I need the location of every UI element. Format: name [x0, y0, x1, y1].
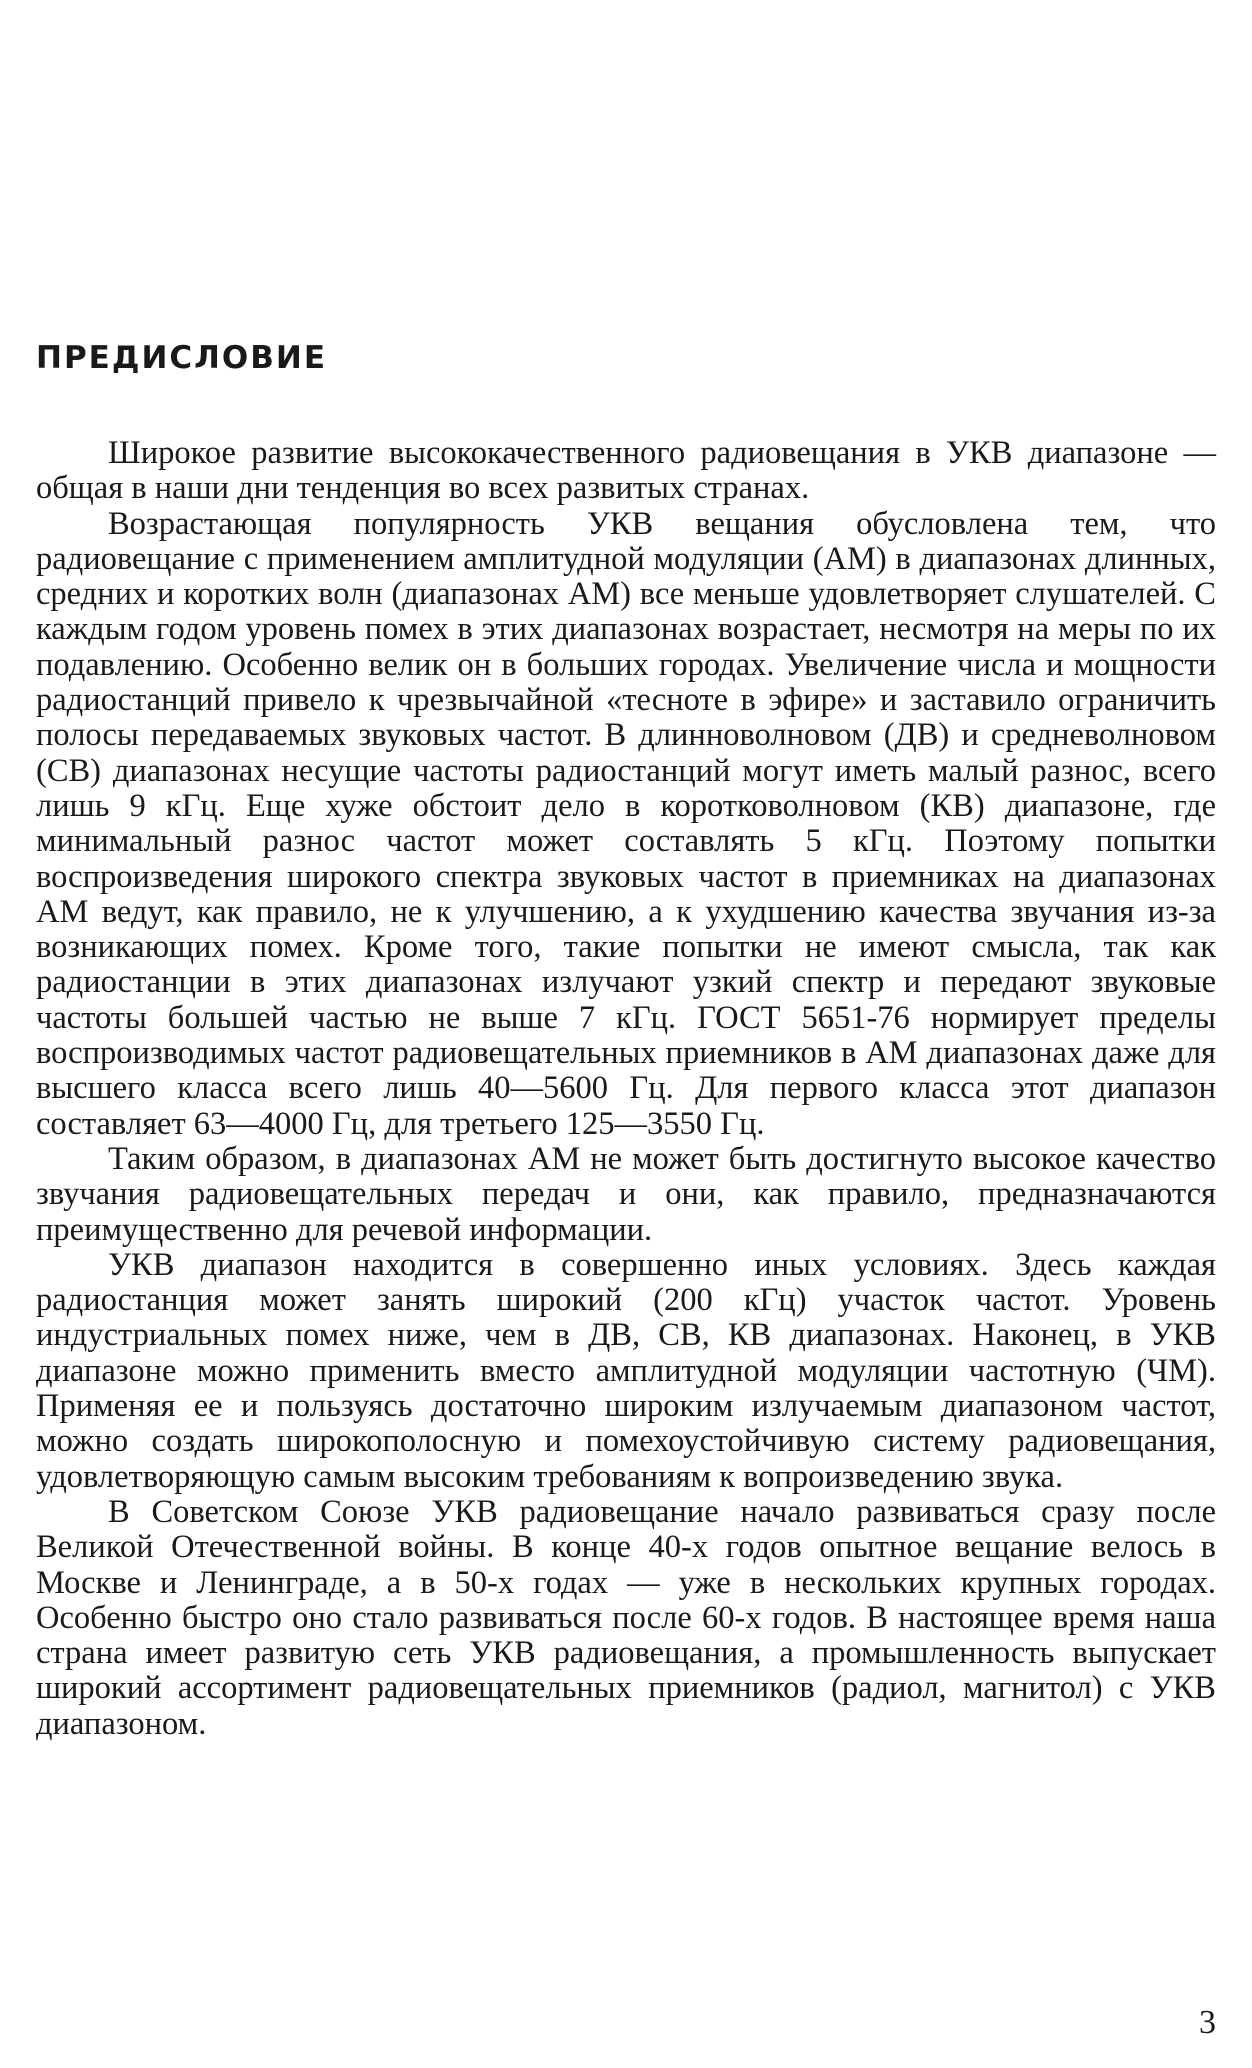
- page-number: 3: [1199, 2004, 1216, 2041]
- paragraph-2: Возрастающая популярность УКВ вещания обусловлена тем, что радиовещание с применением амплитудной модуляции (АМ) в диапазонах длинных, средних и коротких волн (диапазонах АМ) все меньше удовлетворяет слушателей. С каждым годом уровень помех в этих диапазонах возрастает, несмотря на меры по их подавлению. Особенно велик он в больших городах. Увеличение числа и мощности радиостанций привело к чрезвычайной «тесноте в эфире» и заставило ограничить полосы передаваемых звуковых частот. В длинноволновом (ДВ) и средневолновом (СВ) диапазонах несущие частоты радиостанций могут иметь малый разнос, всего лишь 9 кГц. Еще хуже обстоит дело в коротковолновом (КВ) диапазоне, где минимальный разнос частот может составлять 5 кГц. Поэтому попытки воспроизведения широкого спектра звуковых частот в приемниках на диапазонах АМ ведут, как правило, не к улучшению, а к ухудшению качества звучания из-за возникающих помех. Кроме того, такие попытки не имеют смысла, так как радиостанции в этих диапазонах излучают узкий спектр и передают звуковые частоты большей частью не выше 7 кГц. ГОСТ 5651-76 нормирует пределы воспроизводимых частот радиовещательных приемников в АМ диапазонах даже для высшего класса всего лишь 40—5600 Гц. Для первого класса этот диапазон составляет 63—4000 Гц, для третьего 125—3550 Гц.: [36, 505, 1216, 1142]
- body-text: [36, 436, 1216, 1742]
- paragraph-3: Таким образом, в диапазонах АМ не может быть достигнуто высокое качество звучания радиовещательных передач и они, как правило, предназначаются преимущественно для речевой информации.: [36, 1140, 1216, 1248]
- page-heading: ПРЕДИСЛОВИЕ: [36, 340, 327, 376]
- paragraph-1: Широкое развитие высококачественного радиовещания в УКВ диапазоне — общая в наши дни тенденция во всех развитых странах.: [36, 435, 1216, 507]
- paragraph-4: УКВ диапазон находится в совершенно иных условиях. Здесь каждая радиостанция может занять широкий (200 кГц) участок частот. Уровень индустриальных помех ниже, чем в ДВ, СВ, КВ диапазонах. Наконец, в УКВ диапазоне можно применить вместо амплитудной модуляции частотную (ЧМ). Применяя ее и пользуясь достаточно широким излучаемым диапазоном частот, можно создать широкополосную и помехоустойчивую систему радиовещания, удовлетворяющую самым высоким требованиям к вопроизведению звука.: [36, 1246, 1216, 1495]
- paragraph-5: В Советском Союзе УКВ радиовещание начало развиваться сразу после Великой Отечественной войны. В конце 40-х годов опытное вещание велось в Москве и Ленинграде, а в 50-х годах — уже в нескольких крупных городах. Особенно быстро оно стало развиваться после 60-х годов. В настоящее время наша страна имеет развитую сеть УКВ радиовещания, а промышленность выпускает широкий ассортимент радиовещательных приемников (радиол, магнитол) с УКВ диапазоном.: [36, 1493, 1216, 1742]
- book-page: [36, 0, 1216, 2068]
